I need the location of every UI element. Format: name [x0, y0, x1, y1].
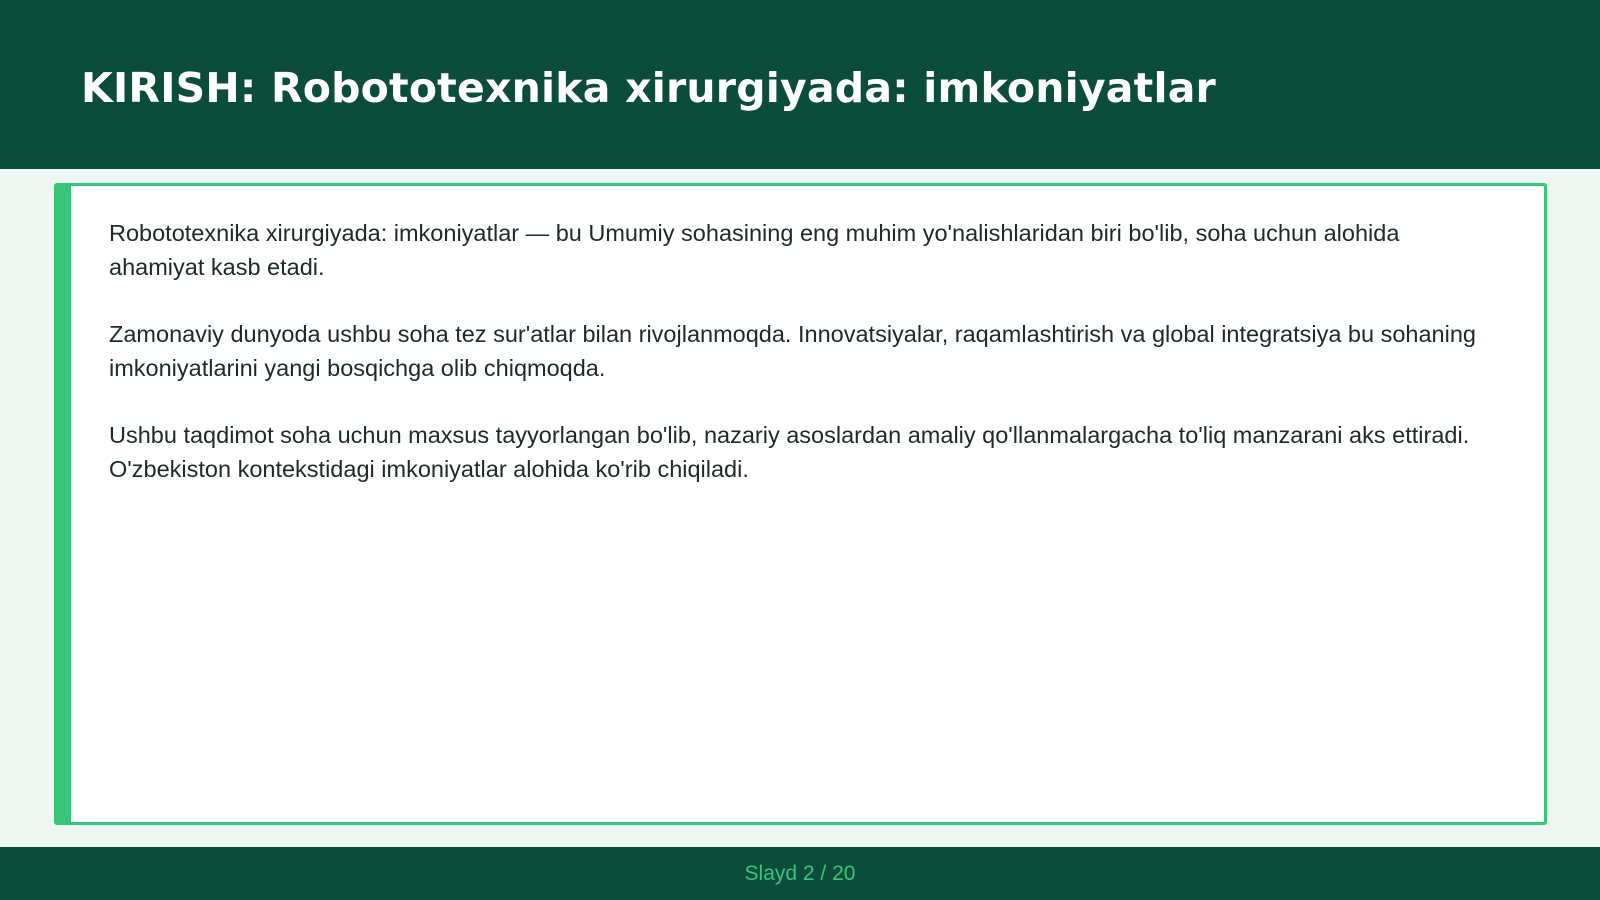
paragraph-presentation-scope: Ushbu taqdimot soha uchun maxsus tayyorlangan bo'lib, nazariy asoslardan amaliy qo'llanmalargacha to'liq manzarani aks ettiradi. O'zbekiston kontekstidagi imkoniyatlar alohida ko'rib chiqiladi. — [109, 422, 1470, 482]
content-card — [54, 183, 1547, 825]
slide-title: KIRISH: Robototexnika xirurgiyada: imkoniyatlar — [81, 64, 1216, 112]
slide-footer — [0, 847, 1600, 900]
paragraph-modern-world: Zamonaviy dunyoda ushbu soha tez sur'atlar bilan rivojlanmoqda. Innovatsiyalar, raqamlashtirish va global integratsiya bu sohaning imkoniyatlarini yangi bosqichga olib chiqmoqda. — [109, 321, 1476, 381]
slide-counter: Slayd 2 / 20 — [744, 862, 856, 885]
paragraph-intro: Robototexnika xirurgiyada: imkoniyatlar — bu Umumiy sohasining eng muhim yo'nalishlaridan biri bo'lib, soha uchun alohida ahamiyat kasb etadi. — [109, 220, 1400, 280]
slide-header — [0, 0, 1600, 169]
content-body — [109, 216, 1489, 519]
